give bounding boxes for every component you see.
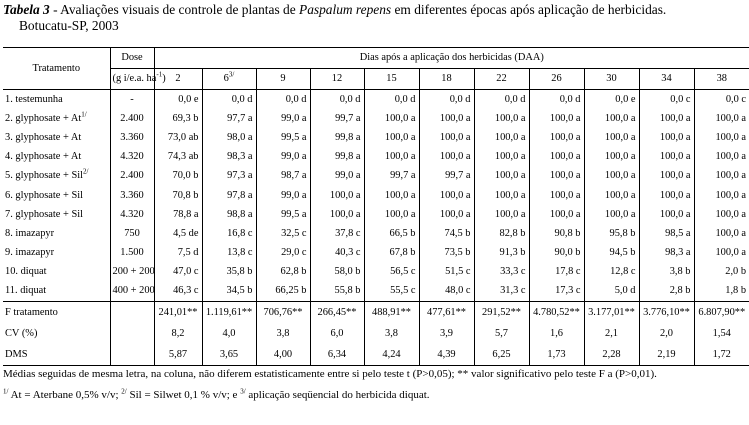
- row-value: 98,5 a: [639, 224, 694, 243]
- header-day: [310, 69, 364, 90]
- stats-row: [3, 344, 749, 366]
- footnote-text-2: Sil = Silwet 0,1 % v/v; e: [126, 389, 241, 401]
- row-dose: 3.360: [110, 186, 154, 205]
- stats-value: 266,45**: [310, 302, 364, 324]
- row-value: 1,8 b: [694, 282, 749, 302]
- row-value: 55,5 c: [364, 282, 419, 302]
- row-dose: 200 + 200: [110, 263, 154, 282]
- row-treatment: [3, 282, 110, 302]
- row-treatment: [3, 109, 110, 128]
- row-treatment-name: 5. glyphosate + Sil: [5, 170, 84, 182]
- row-value: 100,0 a: [529, 205, 584, 224]
- row-value: 100,0 a: [364, 128, 419, 147]
- footnote-1: Médias seguidas de mesma letra, na coluna, não diferem estatisticamente entre si pelo teste t (P>0,05); ** valor significativo pelo teste F a (P>0,01).: [3, 368, 657, 380]
- stats-value: 291,52**: [474, 302, 529, 324]
- row-value: 16,8 c: [202, 224, 256, 243]
- row-value: 66,25 b: [256, 282, 310, 302]
- row-value: 0,0 e: [154, 90, 202, 110]
- row-value: 100,0 a: [639, 205, 694, 224]
- row-value: 100,0 a: [419, 128, 474, 147]
- row-value: 100,0 a: [419, 205, 474, 224]
- row-value: 100,0 a: [529, 109, 584, 128]
- stats-value: 6,25: [474, 344, 529, 366]
- row-treatment-sup: 1/: [81, 110, 87, 119]
- header-day-label: 6: [223, 73, 229, 84]
- row-value: 0,0 c: [694, 90, 749, 110]
- row-value: 98,7 a: [256, 167, 310, 186]
- stats-value: 3,8: [364, 323, 419, 344]
- row-value: 100,0 a: [694, 224, 749, 243]
- stats-value: 4,39: [419, 344, 474, 366]
- row-treatment-name: 3. glyphosate + At: [5, 131, 82, 143]
- row-value: 67,8 b: [364, 244, 419, 263]
- row-value: 100,0 a: [584, 128, 639, 147]
- row-value: 100,0 a: [474, 128, 529, 147]
- stats-value: 1,6: [529, 323, 584, 344]
- row-value: 99,0 a: [256, 109, 310, 128]
- table-row: [3, 128, 749, 147]
- row-value: 62,8 b: [256, 263, 310, 282]
- row-value: 51,5 c: [419, 263, 474, 282]
- row-value: 100,0 a: [310, 205, 364, 224]
- header-day-label: 15: [386, 73, 397, 84]
- stats-value: 4.780,52**: [529, 302, 584, 324]
- table-row: [3, 167, 749, 186]
- stats-value: 8,2: [154, 323, 202, 344]
- row-value: 5,0 d: [584, 282, 639, 302]
- row-value: 100,0 a: [419, 109, 474, 128]
- header-day-label: 18: [441, 73, 452, 84]
- row-value: 0,0 d: [474, 90, 529, 110]
- row-value: 100,0 a: [694, 167, 749, 186]
- row-value: 17,3 c: [529, 282, 584, 302]
- row-value: 0,0 d: [310, 90, 364, 110]
- row-value: 99,0 a: [256, 186, 310, 205]
- row-value: 97,7 a: [202, 109, 256, 128]
- row-value: 70,0 b: [154, 167, 202, 186]
- row-value: 66,5 b: [364, 224, 419, 243]
- dose-unit-text: (g i/e.a. ha: [112, 73, 157, 84]
- row-value: 95,8 b: [584, 224, 639, 243]
- row-value: 0,0 d: [202, 90, 256, 110]
- table-row: [3, 244, 749, 263]
- header-day-label: 9: [280, 73, 286, 84]
- table-row: [3, 148, 749, 167]
- row-value: 100,0 a: [639, 186, 694, 205]
- row-value: 99,0 a: [310, 167, 364, 186]
- row-treatment-name: 7. glyphosate + Sil: [5, 208, 84, 220]
- stats-label: F tratamento: [5, 306, 58, 318]
- row-value: 99,8 a: [310, 128, 364, 147]
- stats-value: 1,73: [529, 344, 584, 366]
- row-value: 2,8 b: [639, 282, 694, 302]
- row-value: 97,3 a: [202, 167, 256, 186]
- header-day-label: 26: [551, 73, 562, 84]
- row-dose: 3.360: [110, 128, 154, 147]
- row-value: 33,3 c: [474, 263, 529, 282]
- row-dose: 2.400: [110, 109, 154, 128]
- row-treatment-name: 2. glyphosate + At: [5, 112, 82, 124]
- row-value: 0,0 d: [529, 90, 584, 110]
- footnote-sup-2: 2/: [121, 387, 127, 396]
- stats-value: 477,61**: [419, 302, 474, 324]
- stats-value: 1,72: [694, 344, 749, 366]
- stats-value: 3,65: [202, 344, 256, 366]
- caption-text-before: - Avaliações visuais de controle de plantas de: [49, 2, 300, 17]
- row-treatment: [3, 90, 110, 110]
- row-value: 90,8 b: [529, 224, 584, 243]
- stats-value: 2,28: [584, 344, 639, 366]
- header-row-2: [3, 69, 749, 90]
- row-value: 74,5 b: [419, 224, 474, 243]
- row-value: 3,8 b: [639, 263, 694, 282]
- stats-value: 1,54: [694, 323, 749, 344]
- row-value: 32,5 c: [256, 224, 310, 243]
- row-value: 17,8 c: [529, 263, 584, 282]
- header-treatment: Tratamento: [3, 48, 110, 90]
- header-day: [202, 69, 256, 90]
- header-day-label: 22: [496, 73, 507, 84]
- row-value: 46,3 c: [154, 282, 202, 302]
- stats-label: CV (%): [5, 327, 38, 339]
- row-treatment-sup: 2/: [83, 167, 89, 176]
- dose-unit-sup: -1: [156, 70, 163, 79]
- header-day-sup: 3/: [228, 70, 235, 79]
- row-dose: -: [110, 90, 154, 110]
- header-row-1: [3, 48, 749, 69]
- header-day: [584, 69, 639, 90]
- row-value: 0,0 d: [419, 90, 474, 110]
- row-treatment-name: 11. diquat: [5, 285, 47, 297]
- table-row: [3, 224, 749, 243]
- row-value: 7,5 d: [154, 244, 202, 263]
- stats-row: [3, 323, 749, 344]
- stats-empty: [110, 323, 154, 344]
- row-value: 100,0 a: [474, 148, 529, 167]
- header-day-label: 2: [175, 73, 181, 84]
- row-value: 100,0 a: [584, 186, 639, 205]
- header-day: [529, 69, 584, 90]
- header-dose-unit: [110, 69, 166, 90]
- row-value: 100,0 a: [364, 205, 419, 224]
- table-row: [3, 186, 749, 205]
- table-caption: [3, 2, 729, 34]
- table-row: [3, 109, 749, 128]
- header-day-label: 34: [661, 73, 672, 84]
- row-dose: 400 + 200: [110, 282, 154, 302]
- row-treatment: [3, 244, 110, 263]
- row-value: 99,8 a: [310, 148, 364, 167]
- stats-value: 2,19: [639, 344, 694, 366]
- stats-value: 3.776,10**: [639, 302, 694, 324]
- row-value: 99,5 a: [256, 128, 310, 147]
- row-treatment-name: 6. glyphosate + Sil: [5, 189, 84, 201]
- row-value: 48,0 c: [419, 282, 474, 302]
- row-value: 47,0 c: [154, 263, 202, 282]
- row-value: 91,3 b: [474, 244, 529, 263]
- row-treatment: [3, 224, 110, 243]
- row-value: 100,0 a: [474, 109, 529, 128]
- stats-label: DMS: [3, 344, 110, 366]
- row-value: 100,0 a: [584, 148, 639, 167]
- row-value: 37,8 c: [310, 224, 364, 243]
- row-treatment: [3, 167, 110, 186]
- row-value: 58,0 b: [310, 263, 364, 282]
- table-row: [3, 90, 749, 110]
- footnote-text-3: aplicação seqüencial do herbicida diquat.: [245, 389, 430, 401]
- row-value: 31,3 c: [474, 282, 529, 302]
- stats-value: 4,24: [364, 344, 419, 366]
- row-dose: 2.400: [110, 167, 154, 186]
- header-dose: Dose: [110, 48, 154, 69]
- stats-value: 4,00: [256, 344, 310, 366]
- dose-unit-end: ): [162, 73, 166, 84]
- row-dose: 750: [110, 224, 154, 243]
- row-value: 99,5 a: [256, 205, 310, 224]
- row-value: 4,5 de: [154, 224, 202, 243]
- header-days-title: Dias após a aplicação dos herbicidas (DAA): [154, 48, 749, 69]
- row-treatment-name: 8. imazapyr: [5, 227, 55, 239]
- stats-value: 3,8: [256, 323, 310, 344]
- header-day: [256, 69, 310, 90]
- row-value: 100,0 a: [474, 205, 529, 224]
- caption-text-after: em diferentes épocas após aplicação de herbicidas.: [391, 2, 667, 17]
- results-table: [3, 47, 749, 366]
- row-value: 100,0 a: [529, 128, 584, 147]
- row-value: 0,0 d: [364, 90, 419, 110]
- row-value: 100,0 a: [584, 205, 639, 224]
- header-day-label: 30: [606, 73, 617, 84]
- row-value: 0,0 e: [584, 90, 639, 110]
- row-value: 98,3 a: [202, 148, 256, 167]
- row-value: 100,0 a: [639, 148, 694, 167]
- row-value: 100,0 a: [694, 109, 749, 128]
- row-dose: 4.320: [110, 148, 154, 167]
- row-value: 99,7 a: [419, 167, 474, 186]
- row-value: 56,5 c: [364, 263, 419, 282]
- row-value: 100,0 a: [364, 186, 419, 205]
- row-value: 73,0 ab: [154, 128, 202, 147]
- row-treatment-name: 10. diquat: [5, 266, 47, 278]
- row-value: 69,3 b: [154, 109, 202, 128]
- stats-row: [3, 302, 749, 324]
- footnote-sup-3: 3/: [240, 387, 246, 396]
- stats-empty: [110, 344, 154, 366]
- row-value: 55,8 b: [310, 282, 364, 302]
- stats-value: 6.807,90**: [694, 302, 749, 324]
- stats-value: 6,0: [310, 323, 364, 344]
- row-treatment: [3, 128, 110, 147]
- row-value: 98,0 a: [202, 128, 256, 147]
- row-value: 100,0 a: [694, 128, 749, 147]
- row-value: 94,5 b: [584, 244, 639, 263]
- row-value: 100,0 a: [529, 186, 584, 205]
- row-value: 12,8 c: [584, 263, 639, 282]
- row-value: 34,5 b: [202, 282, 256, 302]
- row-value: 100,0 a: [529, 148, 584, 167]
- stats-value: 3,9: [419, 323, 474, 344]
- caption-species: Paspalum repens: [299, 2, 392, 17]
- row-value: 97,8 a: [202, 186, 256, 205]
- header-day: [474, 69, 529, 90]
- row-value: 29,0 c: [256, 244, 310, 263]
- row-value: 100,0 a: [694, 244, 749, 263]
- stats-value: 4,0: [202, 323, 256, 344]
- row-value: 90,0 b: [529, 244, 584, 263]
- stats-value: 2,0: [639, 323, 694, 344]
- header-day: [694, 69, 749, 90]
- row-treatment: [3, 186, 110, 205]
- row-value: 100,0 a: [694, 148, 749, 167]
- table-row: [3, 205, 749, 224]
- row-value: 100,0 a: [639, 128, 694, 147]
- row-value: 100,0 a: [584, 109, 639, 128]
- header-day: [364, 69, 419, 90]
- row-value: 0,0 d: [256, 90, 310, 110]
- header-day: [419, 69, 474, 90]
- row-value: 74,3 ab: [154, 148, 202, 167]
- row-value: 73,5 b: [419, 244, 474, 263]
- row-value: 2,0 b: [694, 263, 749, 282]
- row-value: 100,0 a: [419, 148, 474, 167]
- header-day-label: 12: [331, 73, 343, 84]
- row-value: 100,0 a: [364, 109, 419, 128]
- stats-value: 1.119,61**: [202, 302, 256, 324]
- row-value: 82,8 b: [474, 224, 529, 243]
- row-value: 99,7 a: [310, 109, 364, 128]
- stats-empty: [110, 302, 154, 324]
- stats-value: 3.177,01**: [584, 302, 639, 324]
- row-treatment-name: 1. testemunha: [5, 93, 63, 105]
- footnote-sup-1: 1/: [3, 387, 9, 396]
- row-value: 98,8 a: [202, 205, 256, 224]
- header-day-label: 38: [716, 73, 727, 84]
- row-value: 100,0 a: [584, 167, 639, 186]
- row-dose: 4.320: [110, 205, 154, 224]
- row-value: 100,0 a: [474, 186, 529, 205]
- stats-value: 5,7: [474, 323, 529, 344]
- stats-value: 706,76**: [256, 302, 310, 324]
- stats-value: 2,1: [584, 323, 639, 344]
- row-treatment: [3, 263, 110, 282]
- row-value: 100,0 a: [639, 109, 694, 128]
- row-value: 100,0 a: [310, 186, 364, 205]
- row-value: 40,3 c: [310, 244, 364, 263]
- row-value: 35,8 b: [202, 263, 256, 282]
- stats-value: 241,01**: [154, 302, 202, 324]
- table-row: [3, 282, 749, 302]
- row-treatment: [3, 148, 110, 167]
- stats-value: 488,91**: [364, 302, 419, 324]
- row-value: 13,8 c: [202, 244, 256, 263]
- row-value: 78,8 a: [154, 205, 202, 224]
- row-value: 100,0 a: [694, 186, 749, 205]
- stats-value: 5,87: [154, 344, 202, 366]
- row-value: 100,0 a: [694, 205, 749, 224]
- row-value: 100,0 a: [419, 186, 474, 205]
- row-value: 99,0 a: [256, 148, 310, 167]
- header-day: [639, 69, 694, 90]
- stats-value: 6,34: [310, 344, 364, 366]
- row-treatment: [3, 205, 110, 224]
- table-row: [3, 263, 749, 282]
- row-value: 100,0 a: [639, 167, 694, 186]
- row-treatment-name: 9. imazapyr: [5, 247, 55, 259]
- footnote-2: [3, 388, 430, 402]
- row-value: 70,8 b: [154, 186, 202, 205]
- row-treatment-name: 4. glyphosate + At: [5, 151, 82, 163]
- row-value: 98,3 a: [639, 244, 694, 263]
- row-dose: 1.500: [110, 244, 154, 263]
- row-value: 100,0 a: [474, 167, 529, 186]
- caption-location: Botucatu-SP, 2003: [19, 18, 119, 33]
- caption-label: Tabela 3: [3, 2, 50, 17]
- footnote-text-1: At = Aterbane 0,5% v/v;: [8, 389, 122, 401]
- row-value: 100,0 a: [364, 148, 419, 167]
- row-value: 99,7 a: [364, 167, 419, 186]
- row-value: 0,0 c: [639, 90, 694, 110]
- row-value: 100,0 a: [529, 167, 584, 186]
